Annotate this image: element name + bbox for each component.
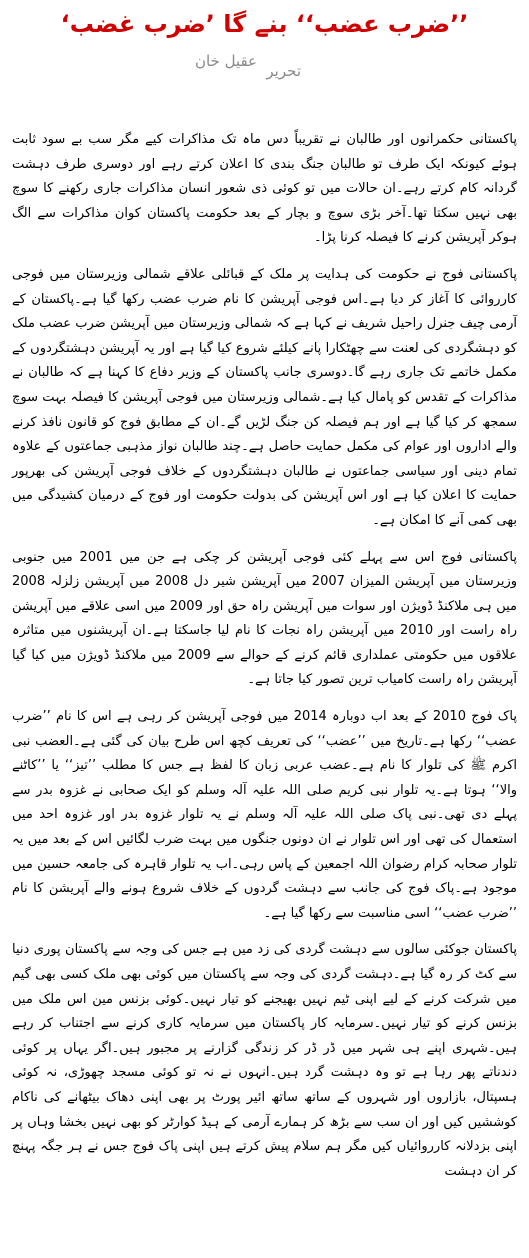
author-name: عقیل خان — [194, 52, 257, 70]
byline — [0, 52, 529, 90]
paragraph: پاکستانی حکمرانوں اور طالبان نے تقریباً دس ماہ تک مذاکرات کیے مگر سب بے سود ثابت ہوئے کیونکہ ایک طرف تو طالبان جنگ بندی کا اعلان کرتے رہے اور دوسری طرف دہشت گردانہ کام کرتے رہے۔ان حالات میں تو کوئی ذی شعور انسان مذاکرات جاری رکھنے کا سوچ بھی نہیں سکتا تھا۔آخر بڑی سوچ و بچار کے بعد حکومت پاکستان کوان مذاکرات سے الگ ہوکر آپریشن کرنے کا فیصلہ کرنا پڑا۔ — [12, 132, 517, 246]
byline-label: تحریر — [266, 62, 301, 80]
paragraph: پاکستانی فوج نے حکومت کی ہدایت پر ملک کے قبائلی علاقے شمالی وزیرستان میں فوجی کارروائی کا آغاز کر دیا ہے۔اس فوجی آپریشن کا نام ضرب عضب رکھا گیا ہے۔پاکستان کے آرمی چیف جنرل راحیل شریف نے کہا ہے کہ شمالی وزیرستان میں آپریشن ضرب عضب ملک کو دہشگردی کی لعنت سے چھٹکارا پانے کیلئے شروع کیا گیا ہے اور یہ آپریشن دہشتگردوں کے مکمل خاتمے تک جاری رہے گا۔دوسری جانب پاکستان کے وزیر دفاع کا کہنا ہے کہ طالبان نے مذاکرات کے تقدس کو پامال کیا ہے۔شمالی وزیرستان میں فوجی آپریشن کا فیصلہ بہت سوچ سمجھ کر کیا گیا ہے اور ہم فیصلہ کن جنگ لڑیں گے۔ان کے مطابق فوج کو قانون نافذ کرنے والے اداروں اور عوام کی مکمل حمایت حاصل ہے۔چند طالبان نواز مذہبی جماعتوں کے علاوہ تمام دینی اور سیاسی جماعتوں نے طالبان دہشتگردوں کے خلاف فوجی آپریشن کی بھرپور حمایت کا اعلان کیا ہے اور اس آپریشن کی بدولت حکومت اور فوج کے درمیان کشیدگی میں بھی کمی آنے کا امکان ہے۔ — [12, 266, 517, 528]
paragraph: پاک فوج 2010 کے بعد اب دوبارہ 2014 میں فوجی آپریشن کر رہی ہے اس کا نام ’’ضرب عضب‘‘ رکھا ہے۔تاریخ میں ’’عضب‘‘ کی تعریف کچھ اس طرح بیان کی گئی ہے۔العضب نبی اکرم ﷺ کی تلوار کا نام ہے۔عضب عربی زبان کا لفظ ہے جس کا مطلب ’’تیز‘‘ یا ’’کاٹنے والا‘‘ ہوتا ہے۔یہ تلوار نبی کریم صلی اللہ علیہ آلہ وسلم کو ایک صحابی نے غزوہ بدر سے پہلے دی تھی۔نبی پاک صلی اللہ علیہ آلہ وسلم نے یہ تلوار غزوہ بدر اور غزوہ احد میں استعمال کی تھی اور اس تلوار نے ان دونوں جنگوں میں بہت ضرب لگائیں اس کے بعد میں یہ تلوار صحابہ کرام رضوان اللہ اجمعین کے پاس رہی۔اب یہ تلوار قاہرہ کی جامعہ حسین میں موجود ہے۔پاک فوج کی جانب سے دہشت گردوں کے خلاف شروع ہونے والے آپریشن کا نام ’’ضرب عضب‘‘ اسی مناسبت سے رکھا گیا ہے۔ — [12, 709, 517, 921]
article-title: ’’ضرب عضب‘‘ بنے گا ’ضرب غضب‘ — [60, 10, 469, 38]
paragraph: پاکستانی فوج اس سے پہلے کئی فوجی آپریشن کر چکی ہے جن میں 2001 میں جنوبی وزیرستان میں آپریشن المیزان 2007 میں آپریشن شیر دل 2008 میں آپریشن زلزلہ 2008 میں ہی ملاکنڈ ڈویژن اور سوات میں آپریشن راہ حق اور 2009 میں اسی علاقے میں آپریشن راہ راست اور 2010 میں آپریشن راہ نجات کا نام لیا جاسکتا ہے۔ان آپریشنوں میں متاثرہ علاقوں میں حکومتی عملداری قائم کرنے کے حوالے سے 2009 میں ملاکنڈ ڈویژن میں کیا گیا آپریشن راہ راست کامیاب ترین تصور کیا جاتا ہے۔ — [12, 549, 517, 688]
paragraph: پاکستان جوکئی سالوں سے دہشت گردی کی زد میں ہے جس کی وجہ سے پاکستان پوری دنیا سے کٹ کر رہ گیا ہے۔دہشت گردی کی وجہ سے پاکستان میں کوئی بھی ملک کسی بھی گیم میں شرکت کرنے کے لیے اپنی ٹیم نہیں بھیجنے کو تیار نہیں۔کوئی بزنس مین اس ملک میں بزنس کرنے کو تیار نہیں۔سرمایہ کار پاکستان میں سرمایہ کاری کرنے سے اجتناب کر رہے ہیں۔شہری اپنے ہی شہر میں ڈر ڈر کر زندگی گزارنے پر مجبور ہیں۔اگر یہاں پر کوئی دندناتے پھر رہا ہے تو وہ دہشت گرد ہیں۔انہوں نے نہ تو کوئی مسجد چھوڑی، نہ کوئی ہسپتال، بازاروں اور شہروں کے ساتھ ساتھ ائیر پورٹ پر بھی اپنی دھاک بیٹھانے کی ناکام کوششیں کیں اور ان سب سے بڑھ کر ہمارے آرمی کے ہیڈ کوارٹر کو بھی نہیں بخشا وہاں پر اپنی بزدلانہ کارروائیاں کیں مگر ہم سلام پیش کرتے ہیں اپنی پاک فوج جس نے ہر جگہ پہنچ کر ان دہشت — [12, 942, 517, 1179]
article-body — [12, 128, 517, 1196]
